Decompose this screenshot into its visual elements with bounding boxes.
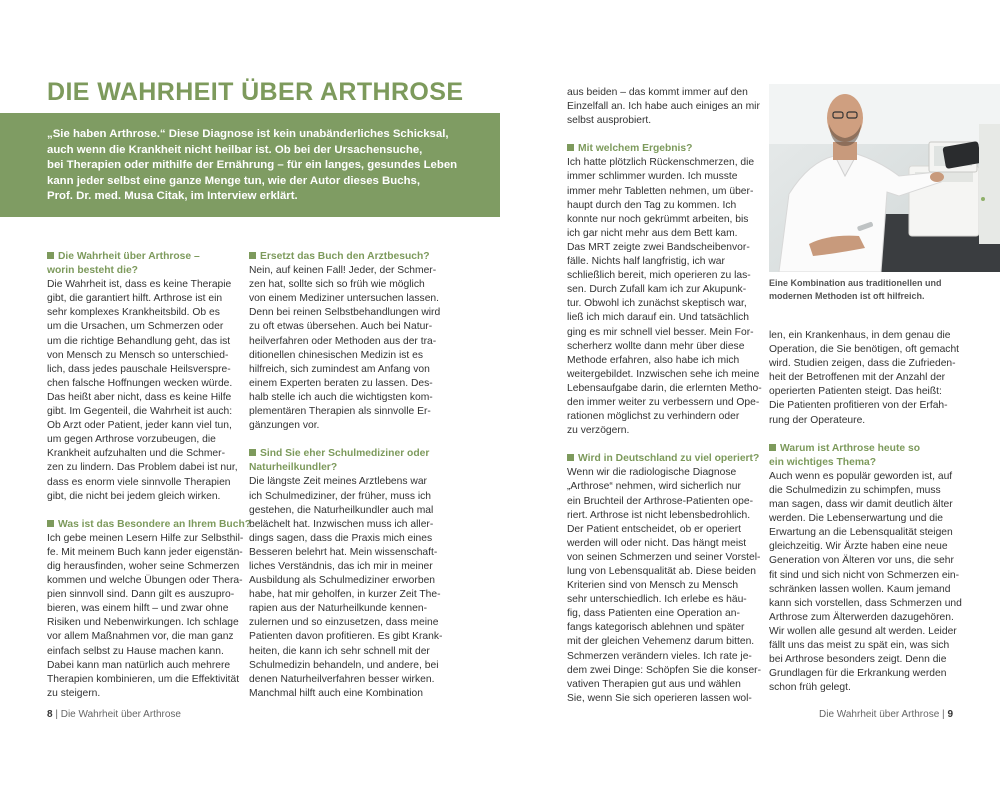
text-line: Ich hatte plötzlich Rückenschmerzen, die [567,157,755,169]
text-line: zu verzögern. [567,425,630,437]
text-line: ich gar nicht mehr aus dem Bett kam. [567,227,738,239]
text-line: immer schlimmer wurden. Ich musste [567,171,738,183]
text-line: ließ ich mich darauf ein. Und tatsächlich [567,312,749,324]
text-line: Die längste Zeit meines Arztlebens war [249,476,427,488]
text-line: operierten Patienten steigt. Das heißt: [769,386,942,398]
text-line: von Mensch zu Mensch so unterschied- [47,349,229,361]
text-line: Dabei kann man natürlich auch mehrere [47,659,231,671]
text-line: mit der gleichen Vehemenz darum bitten. [567,636,755,648]
text-line: die Schulmedizin zu schimpfen, muss [769,484,941,496]
text-line: Lebensaufgabe darin, die erlernten Metho- [567,382,762,394]
text-line: Generation von Älteren vor uns, die sehr [769,555,954,567]
text-line: Wenn wir die radiologische Diagnose [567,467,737,479]
text-line: Risiken und Nebenwirkungen. Ich schlage [47,617,239,629]
text-line: sehr komplexes Krankheitsbild. Ob es [47,307,220,319]
text-line: bei Arthrose besonders zeigt. Denn die [769,654,947,666]
text-line: Arthrose zum Älterwerden dazugehören. [769,611,954,623]
text-line: Kriterien sind von Mensch zu Mensch [567,580,739,592]
text-line: chen falsche Hoffnungen wecken würde. [47,377,233,389]
text-line: Denn bei reinen Selbstbehandlungen wird [249,307,441,319]
text-line: zu oft etwas übersehen. Auch bei Natur- [249,321,433,333]
text-line: dem zwei Dinge: Schöpfen Sie die konser- [567,664,762,676]
answer-paragraph [769,329,969,428]
text-line: gänzungen vor. [249,420,320,432]
question-text: Mit welchem Ergebnis? [578,143,693,155]
text-line: Das heißt aber nicht, dass es keine Hilfe [47,391,232,403]
text-line: dass es enorm viele sinnvolle Therapien [47,476,231,488]
text-line: vativen Therapien gut aus und wählen [567,678,741,690]
text-line: Das MRT zeigte zwei Bandscheibenvor- [567,241,750,253]
page-number: 8 [47,709,53,720]
question-line [567,452,767,466]
text-line: Methode erfahren, also habe ich mich [567,354,740,366]
text-line: Ausbildung als Schulmediziner erworben [249,575,436,587]
paragraph-gap [249,433,449,447]
caption-line: modernen Methoden ist oft hilfreich. [769,291,925,301]
intro-line: „Sie haben Arthrose.“ Diese Diagnose ist kein unabänderliches Schicksal, [47,128,449,140]
intro-line: auch wenn die Krankheit nicht heilbar ist. Ob bei der Ursachensuche, [47,143,423,156]
text-line: pien sinnvoll sind. Dann gilt es auszupro- [47,589,235,601]
footer-separator: | [942,709,945,720]
square-bullet-icon [769,444,776,451]
text-line: Manchmal hilft auch eine Kombination [249,687,424,699]
question-text: Was ist das Besondere an Ihrem Buch? [58,518,252,530]
text-line: Operation, die Sie benötigen, oft gemacht [769,344,960,356]
footer-section: Die Wahrheit über Arthrose [60,709,181,720]
left-column-2 [249,250,449,701]
answer-paragraph [249,475,449,701]
intro-line: kann jeder selbst eine ganze Menge tun, wie der Autor dieses Buchs, [47,174,421,187]
answer-paragraph [567,466,767,706]
text-line: belächelt hat. Inzwischen muss ich aller- [249,518,434,530]
text-line: Sie, wenn Sie sich operieren lassen wol- [567,692,752,704]
text-line: dings sagen, dass die Praxis mich eines [249,532,433,544]
text-line: Ob Arzt oder Patient, jeder kann viel tun, [47,420,232,432]
square-bullet-icon [567,454,574,461]
page-number: 9 [947,709,953,720]
square-bullet-icon [47,520,54,527]
text-line: den immer weiter zu verbessern und Ope- [567,396,760,408]
text-line: kann sich vorstellen, dass Schmerzen und [769,597,962,609]
answer-paragraph [47,278,247,504]
text-line: ein Bruchteil der Arthrose-Patienten ope- [567,495,754,507]
text-line: lich, dass jedes pauschale Heilsverspre- [47,363,231,375]
text-line: heit der Betroffenen mit der Anzahl der [769,372,946,384]
square-bullet-icon [567,144,574,151]
question-line: worin besteht die? [47,265,138,277]
text-line: fit sind und sich nicht von Schmerzen ein- [769,569,960,581]
paragraph-gap [47,504,247,518]
footer-separator: | [55,709,58,720]
text-line: werden will oder nicht. Das hängt meist [567,537,747,549]
text-line: sehr unterschiedlich. Ich erlebe es häu- [567,594,747,606]
question-heading [769,442,969,470]
text-line: immer mehr Tabletten nehmen, um über- [567,185,754,197]
question-text: Ersetzt das Buch den Arztbesuch? [260,251,430,262]
text-line: heilverfahren oder Methoden aus der tra- [249,335,437,347]
text-line: konnte nur noch gekrümmt arbeiten, bis [567,213,749,225]
question-line: Naturheilkundler? [249,462,338,474]
text-line: halb stelle ich auch die wichtigsten kom- [249,391,433,403]
text-line: gestehen, die Naturheilkundler auch mal [249,504,434,516]
question-heading [567,452,767,466]
text-line: rapien aus der Naturheilkunde kennen- [249,603,428,615]
text-line: rung der Operateure. [769,414,866,426]
right-column-2 [769,329,969,695]
intro-line: bei Therapien oder mithilfe der Ernährung – für ein langes, gesundes Leben [47,159,458,171]
text-line: zu steigern. [47,687,101,699]
text-line: ging es mir schnell viel besser. Mein For- [567,326,754,338]
text-line: Auch wenn es populär geworden ist, auf [769,470,953,482]
text-line: aus beiden – das kommt immer auf den [567,87,748,98]
doctor-photo [769,84,1000,272]
question-heading [47,250,247,278]
text-line: fälle. Nichts half langfristig, ich war [567,256,725,268]
text-line: weitergebildet. Inzwischen sehe ich meine [567,368,760,380]
text-line: plementären Therapien als sinnvolle Er- [249,406,431,418]
text-line: Grundlagen für die Erkrankung werden [769,668,947,680]
text-line: zen hat, sollte sich so früh wie möglich [249,279,425,291]
question-line [47,250,247,264]
text-line: sen. Durch Zufall kam ich zur Akupunk- [567,284,747,296]
text-line: „Arthrose“ nehmen, wird sicherlich nur [567,481,741,493]
question-line [47,518,252,532]
text-line: um die Ursachen, um Schmerzen oder [47,321,224,333]
question-text: Die Wahrheit über Arthrose – [58,251,200,262]
question-line [769,442,969,456]
intro-line: Prof. Dr. med. Musa Citak, im Interview erklärt. [47,190,298,202]
question-text: Warum ist Arthrose heute so [780,442,920,454]
text-line: gleichzeitig. Wir Ärzte haben eine neue [769,541,948,553]
text-line: schränken lassen wollen. Kaum jemand [769,583,951,595]
text-line: denen Naturheilverfahren besser wirken. [249,673,435,685]
footer-section: Die Wahrheit über Arthrose [819,709,940,720]
text-line: um gegen Arthrose vorzubeugen, die [47,434,216,446]
text-line: fe. Mit meinem Buch kann jeder eigenstän- [47,546,243,558]
intro-box [0,113,500,217]
text-line: Schulmedizin behandeln, und andere, bei [249,659,439,671]
text-line: Schmerzen verändern vieles. Ich rate je- [567,650,752,662]
question-line [567,142,767,156]
text-line: Die Patienten profitieren von der Erfah- [769,400,948,412]
square-bullet-icon [47,252,54,259]
text-line: Patienten davon profitieren. Es gibt Krank- [249,631,443,643]
text-line: werden. Die Lebenserwartung und die [769,513,944,525]
question-text: Sind Sie eher Schulmediziner oder [260,448,430,460]
text-line: vor allem Maßnahmen vor, die man ganz [47,631,234,643]
text-line: fangs kategorisch ablehnen und später [567,622,745,634]
paragraph-gap [567,128,767,142]
square-bullet-icon [249,252,256,259]
paragraph-gap [769,428,969,442]
text-line: habe, hat mir geholfen, in kurzer Zeit The- [249,589,441,601]
text-line: gibt, die nicht bei jedem gleich wirken. [47,490,221,502]
answer-paragraph [249,264,449,433]
answer-paragraph [567,156,767,438]
text-line: Therapien kombinieren, um die Effektivität [47,673,240,685]
text-line: fig, dass Patienten eine Operation an- [567,608,740,620]
text-line: man sagen, dass wir damit deutlich älter [769,499,953,511]
caption-line: Eine Kombination aus traditionellen und [769,278,942,288]
text-line: gibt, die garantiert hilft. Arthrose ist ein [47,293,223,305]
text-line: gibt. Im Gegenteil, die Wahrheit ist auch: [47,406,233,418]
text-line: Der Patient entscheidet, ob er operiert [567,523,742,535]
text-line: bieren, was einem hilft – und zwar ohne [47,603,229,615]
text-line: ditionellen chinesischen Medizin ist es [249,349,423,361]
question-text: Wird in Deutschland zu viel operiert? [578,453,760,465]
answer-paragraph [769,470,969,696]
text-line: Erwartung an die Lebensqualität steigen [769,527,953,539]
question-line: ein wichtiges Thema? [769,456,876,468]
text-line: heiten, die kann ich sehr schnell mit der [249,645,430,657]
text-line: Nein, auf keinen Fall! Jeder, der Schmer- [249,265,437,277]
question-line [249,250,449,264]
text-line: ich Schulmediziner, der früher, muss ich [249,490,431,502]
text-line: len, ein Krankenhaus, in dem genau die [769,330,951,341]
paragraph-gap [567,438,767,452]
text-line: um die richtige Behandlung geht, das ist [47,335,231,347]
text-line: rationen möglichst zu verhindern oder [567,411,740,423]
text-line: dig herausfinden, woher seine Schmerzen [47,560,240,572]
question-line [249,447,449,461]
text-line: wird. Studien zeigen, dass die Zufrieden- [769,358,956,370]
question-heading [567,142,767,156]
text-line: tur. Obwohl ich zunächst skeptisch war, [567,298,747,310]
page-title: DIE WAHRHEIT ÜBER ARTHROSE [47,78,464,106]
right-footer [819,709,953,720]
question-heading [249,447,449,475]
left-footer [47,709,181,720]
text-line: von seinen Schmerzen und seiner Vorstel- [567,551,761,563]
text-line: schon früh gelegt. [769,682,851,694]
text-line: haupt durch den Tag zu kommen. Ich [567,199,737,211]
text-line: scherherz wollte dann mehr über diese [567,340,745,352]
text-line: zulernen und so einzusetzen, dass meine [249,617,439,629]
text-line: riert. Arthrose ist nicht lebensbedrohlich. [567,509,751,521]
right-page [500,0,1000,800]
text-line: Einzelfall an. Ich habe auch einiges an mir [567,101,760,113]
text-line: Krankheit aufzuhalten und die Schmer- [47,448,226,460]
text-line: Die Wahrheit ist, dass es keine Therapie [47,279,232,291]
text-line: schließlich bereit, mich operieren zu las- [567,270,751,282]
question-heading [249,250,449,264]
text-line: zen zu lindern. Das Problem dabei ist nur, [47,462,238,474]
text-line: lung von Lebensqualität ab. Diese beiden [567,566,756,577]
text-line: fällt uns das meist zu spät ein, was sich [769,639,950,651]
answer-paragraph [567,86,767,128]
photo-caption [769,277,994,303]
question-heading [47,518,252,532]
left-column-1 [47,250,252,701]
text-line: von einem Mediziner untersuchen lassen. [249,293,440,305]
text-line: selbst ausprobiert. [567,115,652,127]
answer-paragraph [47,532,247,701]
square-bullet-icon [249,449,256,456]
text-line: kommen und welche Übungen oder Thera- [47,575,243,587]
text-line: Wir wollen alle gesund alt werden. Leider [769,625,957,637]
text-line: Ich gebe meinen Lesern Hilfe zur Selbsthil- [47,532,244,544]
text-line: einem Experten beraten zu lassen. Des- [249,377,433,389]
text-line: liches Verständnis, das ich mir in meiner [249,560,433,572]
text-line: Besseren belehrt hat. Mein wissenschaft- [249,546,438,558]
photo-illustration [769,84,1000,272]
right-column-1 [567,86,767,706]
text-line: einfach selbst zu Hause machen kann. [47,645,224,657]
text-line: hilfreich, sich zumindest am Anfang von [249,363,430,375]
